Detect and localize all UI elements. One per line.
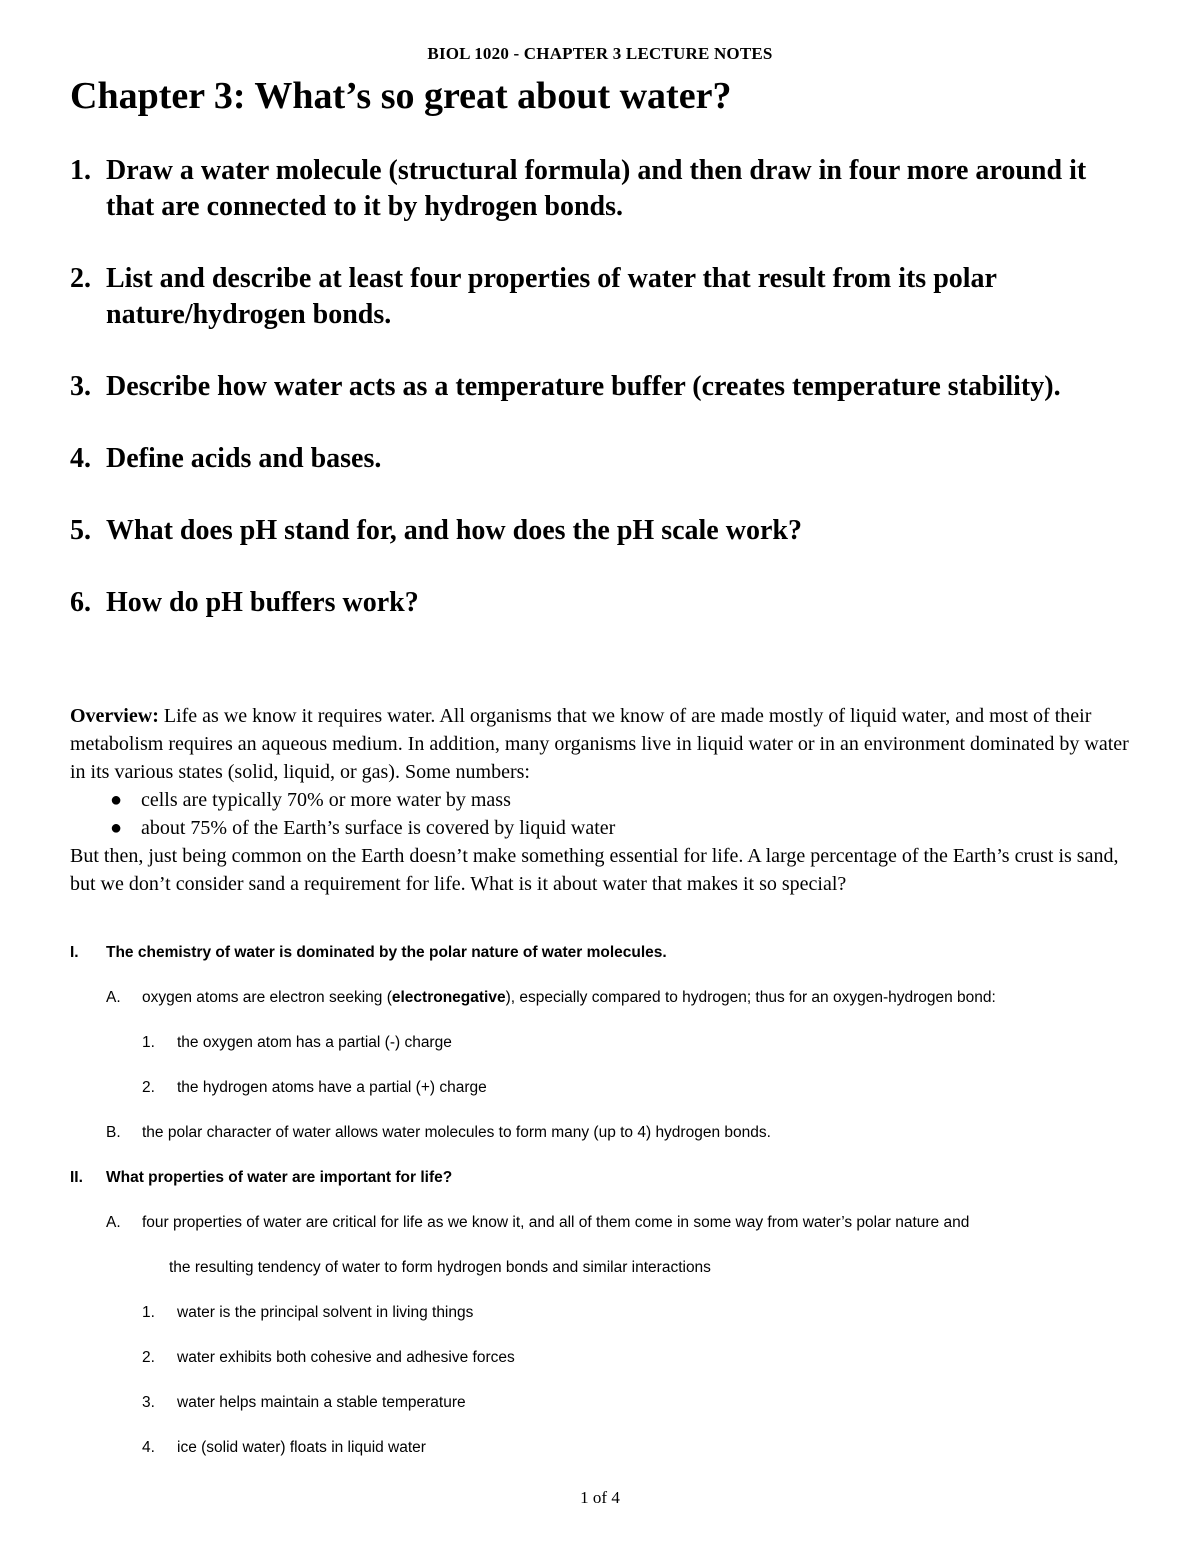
outline-number: 3. <box>142 1394 155 1411</box>
question-number: 6. <box>70 587 91 618</box>
outline-text: water helps maintain a stable temperature <box>177 1394 466 1411</box>
question-number: 4. <box>70 443 91 474</box>
outline-number: II. <box>70 1169 83 1186</box>
outline-text: the hydrogen atoms have a partial (+) charge <box>177 1079 487 1096</box>
outline-text-part: oxygen atoms are electron seeking ( <box>142 989 392 1006</box>
outline-text-part: ), especially compared to hydrogen; thus for an oxygen-hydrogen bond: <box>505 989 996 1006</box>
overview-section <box>70 702 1140 898</box>
outline-number: I. <box>70 944 79 961</box>
overview-closing: But then, just being common on the Earth doesn’t make something essential for life. A large percentage of the Earth’s crust is sand, but we don’t consider sand a requirement for life. What is it about water that makes it so special? <box>70 845 1119 895</box>
outline-text: ice (solid water) floats in liquid water <box>177 1439 426 1456</box>
question-item <box>70 585 1130 621</box>
outline-number: B. <box>106 1124 121 1141</box>
outline-text: four properties of water are critical for life as we know it, and all of them come in some way from water’s polar nature and <box>142 1214 970 1231</box>
question-text: What does pH stand for, and how does the pH scale work? <box>106 515 802 546</box>
bullet-item <box>70 786 1140 814</box>
overview-label: Overview: <box>70 705 159 727</box>
question-item <box>70 261 1130 333</box>
question-number: 5. <box>70 515 91 546</box>
bullet-item <box>70 814 1140 842</box>
outline-text: the oxygen atom has a partial (-) charge <box>177 1034 452 1051</box>
question-item <box>70 369 1130 405</box>
outline-text: water is the principal solvent in living things <box>177 1304 474 1321</box>
bullet-icon: ● <box>110 789 123 811</box>
outline-number: A. <box>106 989 121 1006</box>
question-text: Draw a water molecule (structural formula) and then draw in four more around it that are connected to it by hydrogen bonds. <box>106 155 1087 222</box>
overview-text: Life as we know it requires water. All organisms that we know of are made mostly of liquid water, and most of their metabolism requires an aqueous medium. In addition, many organisms live in liquid water or in an environment dominated by water in its various states (solid, liquid, or gas). Some numbers: <box>70 705 1129 783</box>
question-item <box>70 513 1130 549</box>
question-number: 2. <box>70 263 91 294</box>
outline-term: electronegative <box>391 989 506 1006</box>
outline-number: 4. <box>142 1439 155 1456</box>
outline-number: 2. <box>142 1349 155 1366</box>
question-text: Define acids and bases. <box>106 443 382 474</box>
outline-number: 1. <box>142 1034 155 1051</box>
outline-text <box>142 989 996 1007</box>
outline-number: 2. <box>142 1079 155 1096</box>
outline-number: 1. <box>142 1304 155 1321</box>
question-number: 3. <box>70 371 91 402</box>
question-item <box>70 153 1130 225</box>
bullet-text: cells are typically 70% or more water by mass <box>141 789 511 811</box>
overview-paragraph <box>70 702 1140 786</box>
outline-text: water exhibits both cohesive and adhesive forces <box>177 1349 515 1366</box>
question-number: 1. <box>70 155 91 186</box>
question-text: List and describe at least four properties of water that result from its polar nature/hydrogen bonds. <box>106 263 997 330</box>
overview-bullets <box>70 786 1140 842</box>
page-number: 1 of 4 <box>580 1488 620 1507</box>
question-item <box>70 441 1130 477</box>
question-text: How do pH buffers work? <box>106 587 419 618</box>
outline-number: A. <box>106 1214 121 1231</box>
outline-text: the resulting tendency of water to form hydrogen bonds and similar interactions <box>169 1259 711 1276</box>
running-header: BIOL 1020 - CHAPTER 3 LECTURE NOTES <box>427 44 773 63</box>
chapter-title: Chapter 3: What’s so great about water? <box>70 75 732 117</box>
question-text: Describe how water acts as a temperature buffer (creates temperature stability). <box>106 371 1061 402</box>
study-questions <box>70 153 1130 657</box>
bullet-text: about 75% of the Earth’s surface is covered by liquid water <box>141 817 616 839</box>
outline-heading: What properties of water are important for life? <box>106 1169 453 1186</box>
outline-text: the polar character of water allows water molecules to form many (up to 4) hydrogen bonds. <box>142 1124 771 1141</box>
outline-heading: The chemistry of water is dominated by the polar nature of water molecules. <box>106 944 667 961</box>
bullet-icon: ● <box>110 817 123 839</box>
